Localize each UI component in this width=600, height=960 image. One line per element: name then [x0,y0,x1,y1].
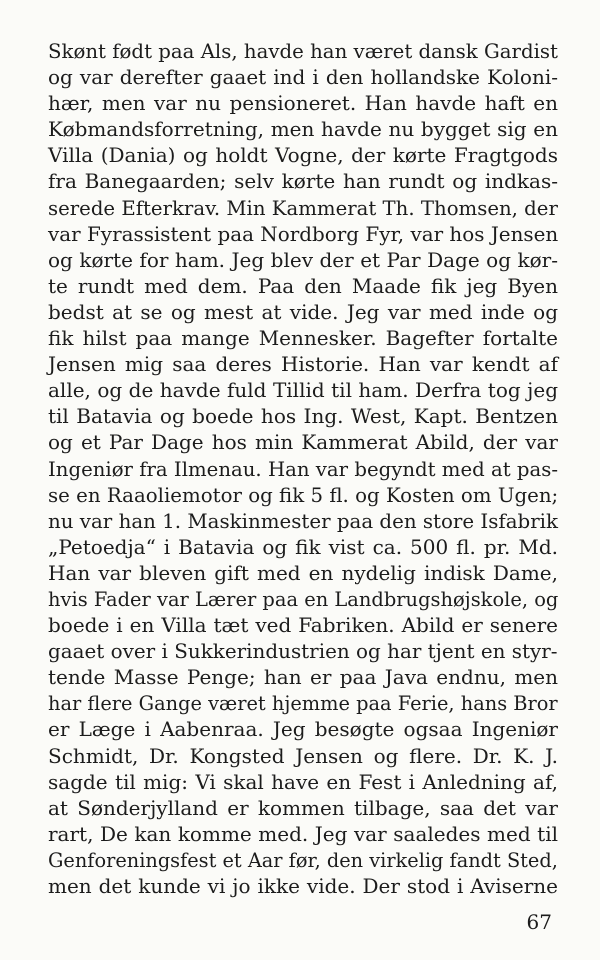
text-line: bedst at se og mest at vide. Jeg var med inde og [48,299,558,324]
text-line: til Batavia og boede hos Ing. West, Kapt. Bentzen [48,404,558,429]
text-line: Skønt født paa Als, havde han været dansk Gardist [48,39,558,63]
text-line: te rundt med dem. Paa den Maade fik jeg Byen [48,273,558,298]
text-line: og et Par Dage hos min Kammerat Abild, der var [48,430,558,455]
text-line: serede Efterkrav. Min Kammerat Th. Thomsen, der [48,195,558,220]
text-line: sagde til mig: Vi skal have en Fest i Anledning af, [48,769,558,794]
text-line: og var derefter gaaet ind i den hollandske Koloni- [48,65,558,90]
text-line: at Sønderjylland er kommen tilbage, saa det var [48,795,558,820]
text-line: er Læge i Aabenraa. Jeg besøgte ogsaa Ingeniør [48,717,558,742]
text-line: Schmidt, Dr. Kongsted Jensen og flere. Dr. K. J. [48,743,558,768]
text-line: fra Banegaarden; selv kørte han rundt og indkas- [48,169,558,194]
text-line: fik hilst paa mange Mennesker. Bagefter fortalte [48,326,558,351]
text-line: Han var bleven gift med en nydelig indisk Dame, [48,560,558,585]
text-line: nu var han 1. Maskinmester paa den store Isfabrik [48,508,559,533]
text-line: Genforeningsfest et Aar før, den virkelig fandt Sted, [48,847,558,872]
text-line: og kørte for ham. Jeg blev der et Par Dage og kør- [48,247,558,272]
text-line: boede i en Villa tæt ved Fabriken. Abild er senere [48,613,558,638]
text-line: har flere Gange været hjemme paa Ferie, hans Bror [48,691,558,716]
text-line: Ingeniør fra Ilmenau. Han var begyndt med at pas- [48,456,558,481]
text-line: men det kunde vi jo ikke vide. Der stod i Aviserne [48,874,558,898]
text-line: gaaet over i Sukkerindustrien og har tjent en styr- [48,639,558,664]
text-line: hær, men var nu pensioneret. Han havde haft en [48,91,558,116]
body-text [48,38,558,899]
text-line: Købmandsforretning, men havde nu bygget sig en [48,117,558,142]
text-line: alle, og de havde fuld Tillid til ham. Derfra tog jeg [48,378,558,403]
text-line: Villa (Dania) og holdt Vogne, der kørte Fragtgods [48,143,558,168]
text-line: hvis Fader var Lærer paa en Landbrugshøjskole, og [48,586,559,611]
page-number: 67 [526,910,552,934]
text-line: var Fyrassistent paa Nordborg Fyr, var hos Jensen [48,221,559,246]
text-line: „Petoedja“ i Batavia og fik vist ca. 500 fl. pr. Md. [48,534,558,559]
text-line: tende Masse Penge; han er paa Java endnu, men [48,665,558,690]
text-line: rart, De kan komme med. Jeg var saaledes med til [48,821,558,846]
text-line: Jensen mig saa deres Historie. Han var kendt af [48,352,558,377]
text-line: se en Raaoliemotor og fik 5 fl. og Kosten om Ugen; [48,482,559,507]
